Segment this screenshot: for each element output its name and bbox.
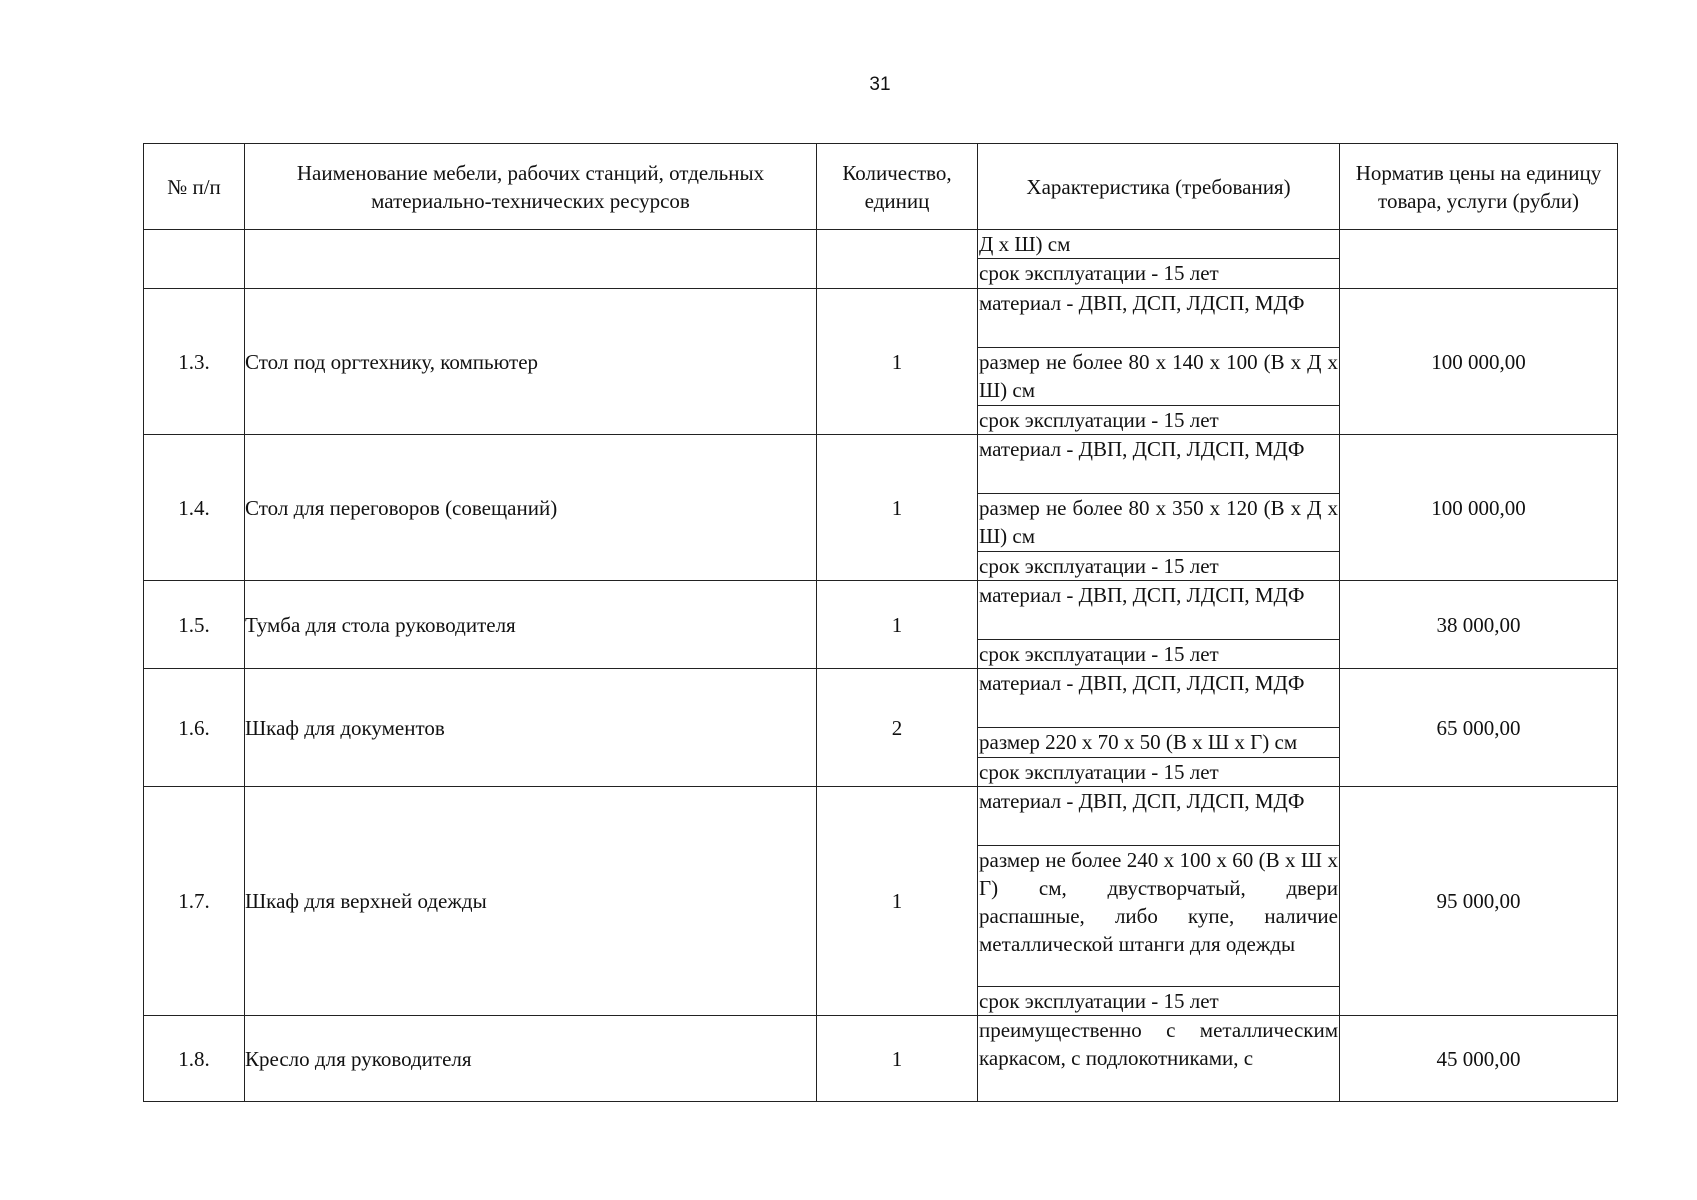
norms-table xyxy=(143,143,1618,1102)
row-quantity xyxy=(817,230,978,289)
table-body xyxy=(144,230,1618,1102)
table-row xyxy=(144,435,1618,581)
spec-item: материал - ДВП, ДСП, ЛДСП, МДФ xyxy=(979,789,1305,813)
header-price: Норматив цены на единицу товара, услуги (рубли) xyxy=(1340,144,1618,230)
row-quantity: 1 xyxy=(817,435,978,581)
row-quantity: 2 xyxy=(817,669,978,787)
row-spec xyxy=(978,787,1340,1016)
row-spec xyxy=(978,289,1340,435)
table-row xyxy=(144,1016,1618,1102)
table-row xyxy=(144,289,1618,435)
row-name: Кресло для руководителя xyxy=(245,1016,817,1102)
spec-item: размер 220 х 70 х 50 (В х Ш х Г) см xyxy=(978,727,1339,757)
spec-item: срок эксплуатации - 15 лет xyxy=(978,757,1339,786)
table-row xyxy=(144,787,1618,1016)
header-spec: Характеристика (требования) xyxy=(978,144,1340,230)
row-price: 45 000,00 xyxy=(1340,1016,1618,1102)
spec-item: срок эксплуатации - 15 лет xyxy=(978,258,1339,288)
spec-item: Д х Ш) см xyxy=(979,232,1071,256)
row-number: 1.3. xyxy=(144,289,245,435)
spec-item: срок эксплуатации - 15 лет xyxy=(978,405,1339,434)
spec-item: материал - ДВП, ДСП, ЛДСП, МДФ xyxy=(979,671,1305,695)
spec-item: материал - ДВП, ДСП, ЛДСП, МДФ xyxy=(979,437,1305,461)
row-spec xyxy=(978,581,1340,669)
row-quantity: 1 xyxy=(817,1016,978,1102)
row-price: 100 000,00 xyxy=(1340,289,1618,435)
row-price: 65 000,00 xyxy=(1340,669,1618,787)
row-spec xyxy=(978,230,1340,289)
row-number: 1.5. xyxy=(144,581,245,669)
page-number: 31 xyxy=(869,74,891,95)
row-name: Стол под оргтехнику, компьютер xyxy=(245,289,817,435)
row-price: 100 000,00 xyxy=(1340,435,1618,581)
table-row xyxy=(144,669,1618,787)
spec-item: размер не более 80 х 350 х 120 (В х Д х Ш) см xyxy=(978,493,1339,551)
row-number: 1.4. xyxy=(144,435,245,581)
spec-item: материал - ДВП, ДСП, ЛДСП, МДФ xyxy=(979,583,1305,607)
row-name: Стол для переговоров (совещаний) xyxy=(245,435,817,581)
spec-item: срок эксплуатации - 15 лет xyxy=(978,986,1339,1015)
row-spec xyxy=(978,435,1340,581)
row-number: 1.7. xyxy=(144,787,245,1016)
header-name: Наименование мебели, рабочих станций, отдельных материально-технических ресурсов xyxy=(245,144,817,230)
table-header-row xyxy=(144,144,1618,230)
table-row xyxy=(144,581,1618,669)
table-row xyxy=(144,230,1618,289)
row-spec xyxy=(978,1016,1340,1102)
row-quantity: 1 xyxy=(817,787,978,1016)
row-name: Тумба для стола руководителя xyxy=(245,581,817,669)
row-number: 1.8. xyxy=(144,1016,245,1102)
row-price: 95 000,00 xyxy=(1340,787,1618,1016)
row-quantity: 1 xyxy=(817,289,978,435)
row-name: Шкаф для документов xyxy=(245,669,817,787)
spec-item: преимущественно с металлическим каркасом, с подлокотниками, с xyxy=(979,1018,1338,1070)
header-num: № п/п xyxy=(144,144,245,230)
header-qty: Количество, единиц xyxy=(817,144,978,230)
row-name: Шкаф для верхней одежды xyxy=(245,787,817,1016)
row-name xyxy=(245,230,817,289)
row-price xyxy=(1340,230,1618,289)
row-quantity: 1 xyxy=(817,581,978,669)
spec-item: размер не более 240 х 100 х 60 (В х Ш х Г) см, двустворчатый, двери распашные, либо купе, наличие металлической штанги для одежды xyxy=(978,845,1339,986)
row-spec xyxy=(978,669,1340,787)
spec-item: размер не более 80 х 140 х 100 (В х Д х Ш) см xyxy=(978,347,1339,405)
row-price: 38 000,00 xyxy=(1340,581,1618,669)
spec-item: срок эксплуатации - 15 лет xyxy=(978,551,1339,580)
row-number: 1.6. xyxy=(144,669,245,787)
spec-item: материал - ДВП, ДСП, ЛДСП, МДФ xyxy=(979,291,1305,315)
spec-item: срок эксплуатации - 15 лет xyxy=(978,639,1339,668)
row-number xyxy=(144,230,245,289)
